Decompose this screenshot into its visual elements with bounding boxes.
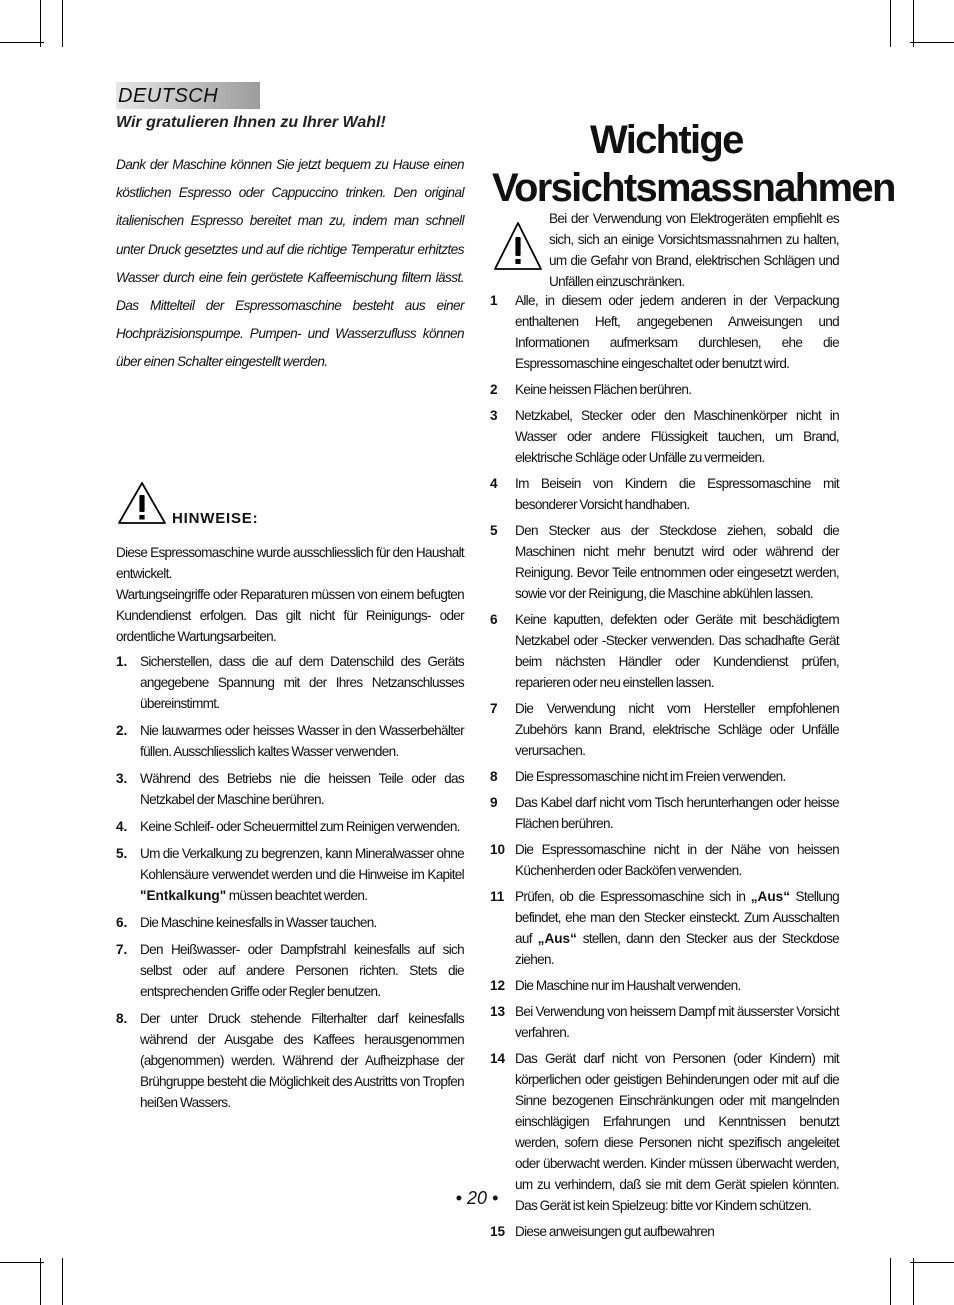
item-number: 8. [116, 1011, 128, 1026]
crop-mark [890, 1258, 891, 1305]
crop-mark [910, 1262, 954, 1263]
crop-mark [0, 42, 44, 43]
crop-mark [910, 42, 954, 43]
item-text: Diese anweisungen gut aufbewahren [515, 1224, 715, 1239]
item-text: Die Maschine nur im Haushalt verwenden. [515, 978, 741, 993]
item-number: 12 [490, 978, 506, 993]
item-text: Das Gerät darf nicht von Personen (oder Kindern) mit körperlichen oder geistigen Behinderungen oder mit auf die Sinne bezogenen Einschränkungen oder mit mangelnden einschlägigen Erfahrungen und Kenntnissen benutzt werden, sofern diese Personen nicht spezifisch angeleitet oder überwacht werden. Kinder müssen überwacht werden, um zu verhindern, daß sie mit dem Gerät spielen könnten. Das Gerät ist kein Spielzeug: bitte vor Kindern schützen. [515, 1051, 839, 1213]
hints-paragraph: Wartungseingriffe oder Reparaturen müssen von einem befugten Kundendienst erfolgen. Das gilt nicht für Reinigungs- oder ordentliche Wartungsarbeiten. [116, 587, 464, 644]
item-number: 5. [116, 846, 128, 861]
item-text: Der unter Druck stehende Filterhalter darf keinesfalls während der Ausgabe des Kaffees herausgenommen (abgenommen) werden. Während der Aufheizphase der Brühgruppe besteht die Möglichkeit des Austritts von Tropfen heißen Wassers. [140, 1011, 464, 1110]
list-item [490, 1221, 839, 1242]
safety-intro: Bei der Verwendung von Elektrogeräten empfiehlt es sich, sich an einige Vorsichtsmassnahmen zu halten, um die Gefahr von Brand, elektrischen Schlägen und Unfällen einzuschränken. [549, 211, 839, 289]
item-text: Die Espressomaschine nicht im Freien verwenden. [515, 769, 786, 784]
crop-mark [40, 1258, 41, 1305]
item-number: 7 [490, 701, 498, 716]
hints-intro [116, 542, 464, 647]
item-number: 6. [116, 915, 128, 930]
list-item [490, 1048, 839, 1216]
intro-text: Dank der Maschine können Sie jetzt bequem zu Hause einen köstlichen Espresso oder Cappuccino trinken. Den original italienischen Espresso bereitet man zu, indem man schnell unter Druck gesetztes und auf die richtige Temperatur erhitztes Wasser durch eine fein geröstete Kaffeemischung filtern lässt. Das Mittelteil der Espressomaschine besteht aus einer Hochpräzisionspumpe. Pumpen- und Wasserzufluss können über einen Schalter eingestellt werden. [116, 157, 464, 370]
language-label: DEUTSCH [118, 85, 219, 107]
item-number: 4 [490, 476, 498, 491]
item-text: Während des Betriebs nie die heissen Teile oder das Netzkabel der Maschine berühren. [140, 771, 464, 807]
title-line: Vorsichtsmassnahmen [492, 166, 895, 210]
item-number: 2. [116, 723, 128, 738]
item-number: 11 [490, 889, 505, 904]
item-number: 5 [490, 523, 498, 538]
item-text: Keine heissen Flächen berühren. [515, 382, 692, 397]
item-text: Den Stecker aus der Steckdose ziehen, sobald die Maschinen nicht mehr benutzt wird oder während der Reinigung. Bevor Teile entnommen oder eingesetzt werden, sowie vor der Reinigung, die Maschine abkühlen lassen. [515, 523, 839, 601]
list-item [116, 843, 464, 906]
hints-title: HINWEISE: [172, 510, 259, 527]
item-number: 7. [116, 942, 128, 957]
item-number: 1. [116, 654, 128, 669]
list-item [490, 839, 839, 881]
list-item [490, 405, 839, 468]
item-text: Um die Verkalkung zu begrenzen, kann Mineralwasser ohne Kohlensäure verwendet werden und die Hinweise im Kapitel [140, 846, 464, 882]
item-text: Sicherstellen, dass die auf dem Datenschild des Geräts angegebene Spannung mit der Ihres Netzanschlusses übereinstimmt. [140, 654, 464, 711]
item-text: Den Heißwasser- oder Dampfstrahl keinesfalls auf sich selbst oder auf andere Personen richten. Stets die entsprechenden Griffe oder Regler benutzen. [140, 942, 464, 999]
list-item [116, 1008, 464, 1113]
item-text: müssen beachtet werden. [226, 888, 368, 903]
item-text: Das Kabel darf nicht vom Tisch herunterhangen oder heisse Flächen berühren. [515, 795, 839, 831]
warning-triangle-icon [492, 220, 544, 272]
crop-mark [913, 0, 914, 47]
item-number: 10 [490, 842, 506, 857]
item-number: 13 [490, 1004, 506, 1019]
item-number: 14 [490, 1051, 506, 1066]
item-number: 2 [490, 382, 498, 397]
item-number: 1 [490, 293, 498, 308]
item-number: 8 [490, 769, 498, 784]
list-item [116, 939, 464, 1002]
crop-mark [62, 0, 63, 47]
list-item [116, 768, 464, 810]
list-item [490, 698, 839, 761]
crop-mark [62, 1258, 63, 1305]
hints-list [116, 651, 464, 1119]
list-item [116, 720, 464, 762]
hints-paragraph: Diese Espressomaschine wurde ausschliesslich für den Haushalt entwickelt. [116, 545, 464, 581]
item-number: 15 [490, 1224, 506, 1239]
safety-list [490, 290, 839, 1247]
crop-mark [0, 1262, 44, 1263]
list-item [490, 766, 839, 787]
switch-position-label: „Aus“ [537, 931, 577, 946]
page-title [492, 116, 895, 212]
item-text: Alle, in diesem oder jedem anderen in der Verpackung enthaltenen Heft, angegebenen Anweisungen und Informationen aufmerksam durchlesen, ehe die Espressomaschine eingeschaltet oder benutzt wird. [515, 293, 839, 371]
item-text: Stellung befindet, ehe man den Stecker einsteckt. Zum Ausschalten auf [515, 889, 839, 946]
list-item [490, 1001, 839, 1043]
item-number: 9 [490, 795, 498, 810]
item-text: Prüfen, ob die Espressomaschine sich in [515, 889, 751, 904]
item-text: Im Beisein von Kindern die Espressomaschine mit besonderer Vorsicht handhaben. [515, 476, 839, 512]
list-item [116, 816, 464, 837]
item-text: Die Verwendung nicht vom Hersteller empfohlenen Zubehörs kann Brand, elektrische Schläge oder Unfälle verursachen. [515, 701, 839, 758]
congrats-heading: Wir gratulieren Ihnen zu Ihrer Wahl! [116, 114, 386, 131]
item-number: 4. [116, 819, 128, 834]
page-number: • 20 • [455, 1188, 499, 1208]
list-item [490, 473, 839, 515]
list-item [490, 379, 839, 400]
list-item [490, 609, 839, 693]
item-text: Keine kaputten, defekten oder Geräte mit beschädigtem Netzkabel oder -Stecker verwenden. Das schadhafte Gerät beim nächsten Händler oder Kundendienst prüfen, reparieren oder neu einstellen lassen. [515, 612, 839, 690]
title-line: Wichtige [590, 118, 743, 162]
language-tab [116, 82, 260, 109]
item-text: Bei Verwendung von heissem Dampf mit äusserster Vorsicht verfahren. [515, 1004, 839, 1040]
list-item [116, 912, 464, 933]
item-text: Keine Schleif- oder Scheuermittel zum Reinigen verwenden. [140, 819, 460, 834]
list-item [490, 886, 839, 970]
list-item [490, 520, 839, 604]
crop-mark [890, 0, 891, 47]
item-text: stellen, dann den Stecker aus der Steckdose ziehen. [515, 931, 839, 967]
warning-triangle-icon [116, 480, 168, 526]
crop-mark [40, 0, 41, 47]
item-number: 3. [116, 771, 128, 786]
item-text: Netzkabel, Stecker oder den Maschinenkörper nicht in Wasser oder andere Flüssigkeit tauchen, um Brand, elektrische Schläge oder Unfälle zu vermeiden. [515, 408, 839, 465]
switch-position-label: „Aus“ [750, 889, 790, 904]
list-item [116, 651, 464, 714]
item-number: 6 [490, 612, 498, 627]
list-item [490, 290, 839, 374]
crop-mark [913, 1258, 914, 1305]
list-item [490, 792, 839, 834]
item-text: Die Espressomaschine nicht in der Nähe von heissen Küchenherden oder Backöfen verwenden. [515, 842, 839, 878]
item-number: 3 [490, 408, 498, 423]
list-item [490, 975, 839, 996]
chapter-reference: "Entkalkung" [140, 888, 227, 903]
item-text: Die Maschine keinesfalls in Wasser tauchen. [140, 915, 377, 930]
item-text: Nie lauwarmes oder heisses Wasser in den Wasserbehälter füllen. Ausschliesslich kaltes Wasser verwenden. [140, 723, 464, 759]
